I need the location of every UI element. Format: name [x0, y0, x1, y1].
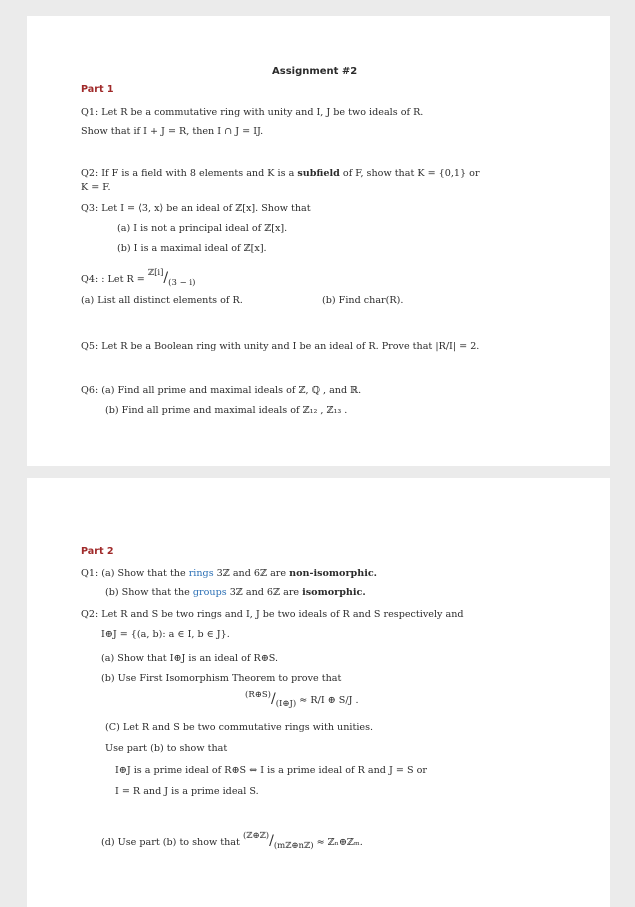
- q4-part-b: (b) Find char(R).: [322, 295, 404, 306]
- p2-q2d-quotient: $^{(ℤ\oplus ℤ)}/_{(mℤ\oplus nℤ)}$: [242, 831, 314, 852]
- p2-q2-part-a: (a) Show that I⊕J is an ideal of R⊕S.: [101, 653, 279, 664]
- p2-q1b-isomorphic: isomorphic.: [302, 587, 366, 598]
- q5-line: [81, 341, 479, 353]
- q5-text: Q5: Let R be a Boolean ring with unity and I be an ideal of R. Prove that: [81, 341, 433, 352]
- q4-part-a: (a) List all distinct elements of R.: [81, 295, 243, 306]
- p2-q2-part-c-1: (C) Let R and S be two commutative rings with unities.: [105, 722, 374, 733]
- p2-q2-line-1: Q2: Let R and S be two rings and I, J be two ideals of R and S respectively and: [81, 609, 464, 620]
- p2-q1a-rings-term: rings: [188, 568, 214, 579]
- q2-text-b: of F, show that K = {0,1} or: [339, 168, 480, 179]
- p2-q1a-non-isomorphic: non-isomorphic.: [289, 568, 378, 579]
- p2-q2d-numerator: (ℤ⊕ℤ): [242, 831, 270, 841]
- q2-line-1: [81, 168, 480, 180]
- q2-line-2: K = F.: [81, 182, 111, 193]
- q1-line-2: Show that if I + J = R, then I ∩ J = IJ.: [81, 126, 264, 137]
- q2-text-a: Q2: If F is a field with 8 elements and K is a: [81, 168, 298, 179]
- q2-subfield-term: subfield: [297, 168, 340, 179]
- p2-q1-part-b: [105, 587, 366, 599]
- q3-part-a: (a) I is not a principal ideal of ℤ[x].: [117, 223, 288, 234]
- p2-q1a-text-1: Q1: (a) Show that the: [81, 568, 189, 579]
- q4-quotient-ring: $^{ℤ[i]}/_{(3 - i)}$: [147, 268, 196, 289]
- p2-q1-part-a: [81, 568, 377, 580]
- q4-numerator: ℤ[i]: [147, 268, 164, 278]
- q6-part-b: (b) Find all prime and maximal ideals of ℤ₁₂ , ℤ₁₃ .: [105, 405, 348, 416]
- p2-q1b-text-1: (b) Show that the: [105, 587, 193, 598]
- assignment-title: Assignment #2: [272, 66, 358, 77]
- p2-q1b-groups-term: groups: [192, 587, 227, 598]
- p2-q2-part-c-4: I = R and J is a prime ideal S.: [115, 786, 259, 797]
- part-2-heading: Part 2: [81, 546, 114, 557]
- p2-q2b-rhs: ≈ R/I ⊕ S/J .: [299, 695, 359, 707]
- q6-part-a: Q6: (a) Find all prime and maximal ideals of ℤ, ℚ , and ℝ.: [81, 385, 362, 396]
- p2-q1b-text-2: 3ℤ and 6ℤ are: [226, 587, 303, 598]
- q1-line-1: Q1: Let R be a commutative ring with unity and I, J be two ideals of R.: [81, 107, 424, 118]
- p2-q2d-text: (d) Use part (b) to show that: [101, 837, 240, 849]
- p2-q2b-denominator: (I⊕J): [275, 699, 297, 710]
- p2-q2-part-b: (b) Use First Isomorphism Theorem to prove that: [101, 673, 342, 684]
- assignment-page-2: [27, 478, 610, 907]
- p2-q2b-numerator: (R⊕S): [245, 690, 271, 700]
- q3-line-1: Q3: Let I = ⟨3, x⟩ be an ideal of ℤ[x]. Show that: [81, 203, 311, 214]
- p2-q1a-text-2: 3ℤ and 6ℤ are: [213, 568, 290, 579]
- q4-denominator: (3 − i): [168, 278, 196, 289]
- p2-q2-line-2: I⊕J = {(a, b): a ∈ I, b ∈ J}.: [101, 629, 230, 640]
- q5-cardinality: |R/I| = 2.: [435, 341, 480, 352]
- p2-q2-part-c-3: I⊕J is a prime ideal of R⊕S ⇔ I is a prime ideal of R and J = S or: [115, 765, 427, 776]
- q4-line-1: [81, 270, 195, 289]
- assignment-page-1: [27, 16, 610, 466]
- part-1-heading: Part 1: [81, 84, 114, 95]
- p2-q2b-quotient: $^{(R\oplus S)}/_{(I\oplus J)}$: [245, 690, 297, 710]
- p2-q2-part-d: [101, 833, 363, 852]
- q4-prefix: Q4: : Let R =: [81, 274, 148, 286]
- p2-q2b-formula: [245, 691, 359, 710]
- p2-q2d-rhs: ≈ ℤₙ⊕ℤₘ.: [316, 837, 363, 849]
- q3-part-b: (b) I is a maximal ideal of ℤ[x].: [117, 243, 267, 254]
- p2-q2-part-c-2: Use part (b) to show that: [105, 743, 228, 754]
- p2-q2d-denominator: (mℤ⊕nℤ): [273, 841, 314, 852]
